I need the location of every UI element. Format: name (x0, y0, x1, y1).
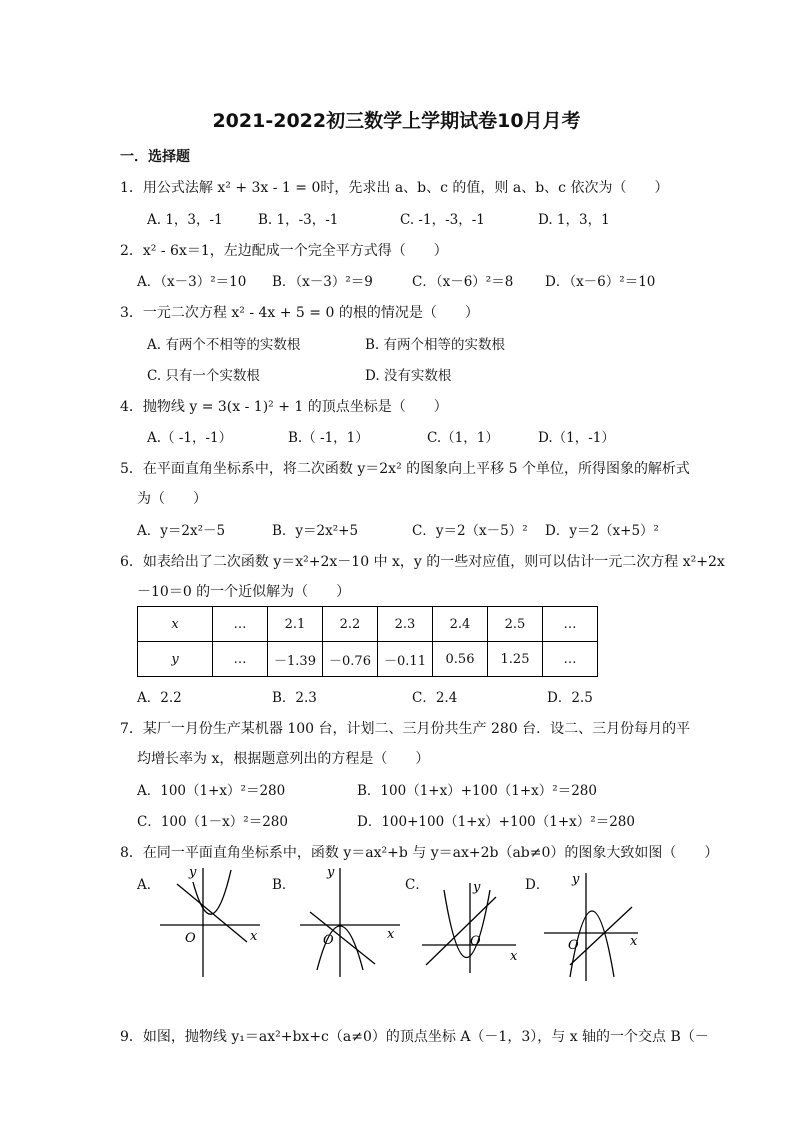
q5-option-c: C．y＝2（x－5）² (412, 523, 528, 539)
question-5-cont: 为（ ） (137, 491, 207, 507)
table-cell: －0.11 (378, 642, 433, 677)
x-axis-label: x (630, 934, 638, 949)
q1-option-a: A. 1，3，-1 (147, 212, 223, 228)
q5-option-a: A．y＝2x²－5 (137, 523, 226, 539)
q8-label-d: D． (525, 877, 550, 893)
page-title: 2021-2022初三数学上学期试卷10月月考 (212, 110, 581, 132)
q8-label-c: C． (405, 877, 429, 893)
question-8: 8．在同一平面直角坐标系中，函数 y＝ax²+b 与 y＝ax+2b（ab≠0）的图象大致如图（ ） (120, 845, 719, 861)
table-cell: … (213, 642, 268, 677)
q4-option-b: B.（ -1，1） (288, 430, 369, 446)
x-axis-label: x (510, 949, 518, 964)
table-cell: 0.56 (433, 642, 488, 677)
q6-option-c: C．2.4 (412, 690, 458, 706)
q4-option-a: A.（ -1，-1） (147, 430, 233, 446)
graph-a (155, 862, 265, 982)
table-cell: －0.76 (323, 642, 378, 677)
q7-option-d: D．100+100（1+x）+100（1+x）²＝280 (357, 814, 635, 830)
q3-option-b: B. 有两个相等的实数根 (365, 337, 506, 353)
question-4: 4．抛物线 y = 3(x - 1)² + 1 的顶点坐标是（ ） (120, 399, 448, 415)
q7-option-b: B．100（1+x）+100（1+x）²＝280 (357, 783, 597, 799)
values-table (137, 606, 598, 677)
q2-option-d: D．（x－6）²＝10 (545, 274, 656, 290)
q2-option-c: C．（x－6）²＝8 (412, 274, 514, 290)
table-cell: 2.1 (268, 607, 323, 642)
q5-option-b: B．y＝2x²+5 (272, 523, 359, 539)
origin-label: O (185, 931, 196, 946)
q8-label-b: B． (272, 877, 296, 893)
table-cell: 2.3 (378, 607, 433, 642)
question-7: 7．某厂一月份生产某机器 100 台，计划二、三月份共生产 280 台．设二、三月份每月的平 (120, 721, 691, 737)
table-cell: … (543, 607, 598, 642)
q7-option-a: A．100（1+x）²＝280 (137, 783, 286, 799)
q5-option-d: D．y＝2（x+5）² (545, 523, 659, 539)
table-cell: x (138, 607, 213, 642)
question-3: 3．一元二次方程 x² - 4x + 5 = 0 的根的情况是（ ） (120, 305, 479, 321)
question-5: 5．在平面直角坐标系中，将二次函数 y＝2x² 的图象向上平移 5 个单位，所得图象的解析式 (120, 461, 690, 477)
table-cell: 1.25 (488, 642, 543, 677)
y-axis-label: y (473, 880, 481, 895)
table-cell: 2.2 (323, 607, 378, 642)
section-heading: 一．选择题 (120, 149, 190, 165)
table-cell: 2.4 (433, 607, 488, 642)
y-axis-label: y (572, 872, 580, 887)
table-cell: y (138, 642, 213, 677)
q7-option-c: C．100（1－x）²＝280 (137, 814, 288, 830)
origin-label: O (470, 934, 481, 949)
q6-option-b: B．2.3 (272, 690, 317, 706)
table-cell: 2.5 (488, 607, 543, 642)
question-6: 6．如表给出了二次函数 y＝x²+2x－10 中 x，y 的一些对应值，则可以估计一元二次方程 x²+2x (120, 554, 725, 570)
q3-option-c: C. 只有一个实数根 (147, 368, 260, 384)
graph-b (295, 862, 405, 982)
graph-c (418, 875, 528, 975)
x-axis-label: x (387, 927, 395, 942)
q2-option-a: A．（x－3）²＝10 (137, 274, 247, 290)
table-row (138, 642, 598, 677)
q6-option-a: A．2.2 (137, 690, 182, 706)
q1-option-b: B. 1，-3，-1 (258, 212, 339, 228)
question-9: 9．如图，抛物线 y₁＝ax²+bx+c（a≠0）的顶点坐标 A（－1，3），与 x 轴的一个交点 B（－ (120, 1029, 709, 1045)
graph-d (540, 865, 650, 985)
y-axis-label: y (327, 865, 335, 880)
origin-label: O (568, 938, 579, 953)
table-row (138, 607, 598, 642)
q3-option-d: D. 没有实数根 (365, 368, 452, 384)
q1-option-c: C. -1，-3，-1 (400, 212, 485, 228)
y-axis-label: y (189, 865, 197, 880)
question-2: 2．x² - 6x＝1，左边配成一个完全平方式得（ ） (120, 243, 448, 259)
q4-option-c: C.（1，1） (427, 430, 499, 446)
origin-label: O (323, 933, 334, 948)
q8-label-a: A． (137, 877, 161, 893)
table-cell: … (213, 607, 268, 642)
q3-option-a: A. 有两个不相等的实数根 (147, 337, 301, 353)
q1-option-d: D. 1，3，1 (538, 212, 610, 228)
q6-option-d: D．2.5 (547, 690, 593, 706)
x-axis-label: x (250, 929, 258, 944)
table-cell: … (543, 642, 598, 677)
question-6-cont: －10＝0 的一个近似解为（ ） (137, 584, 351, 600)
question-1: 1．用公式法解 x² + 3x - 1 = 0时，先求出 a、b、c 的值，则 a、b、c 依次为（ ） (120, 180, 669, 196)
q2-option-b: B．（x－3）²＝9 (272, 274, 373, 290)
question-7-cont: 均增长率为 x，根据题意列出的方程是（ ） (137, 751, 430, 767)
q4-option-d: D.（1，-1） (538, 430, 615, 446)
table-cell: －1.39 (268, 642, 323, 677)
